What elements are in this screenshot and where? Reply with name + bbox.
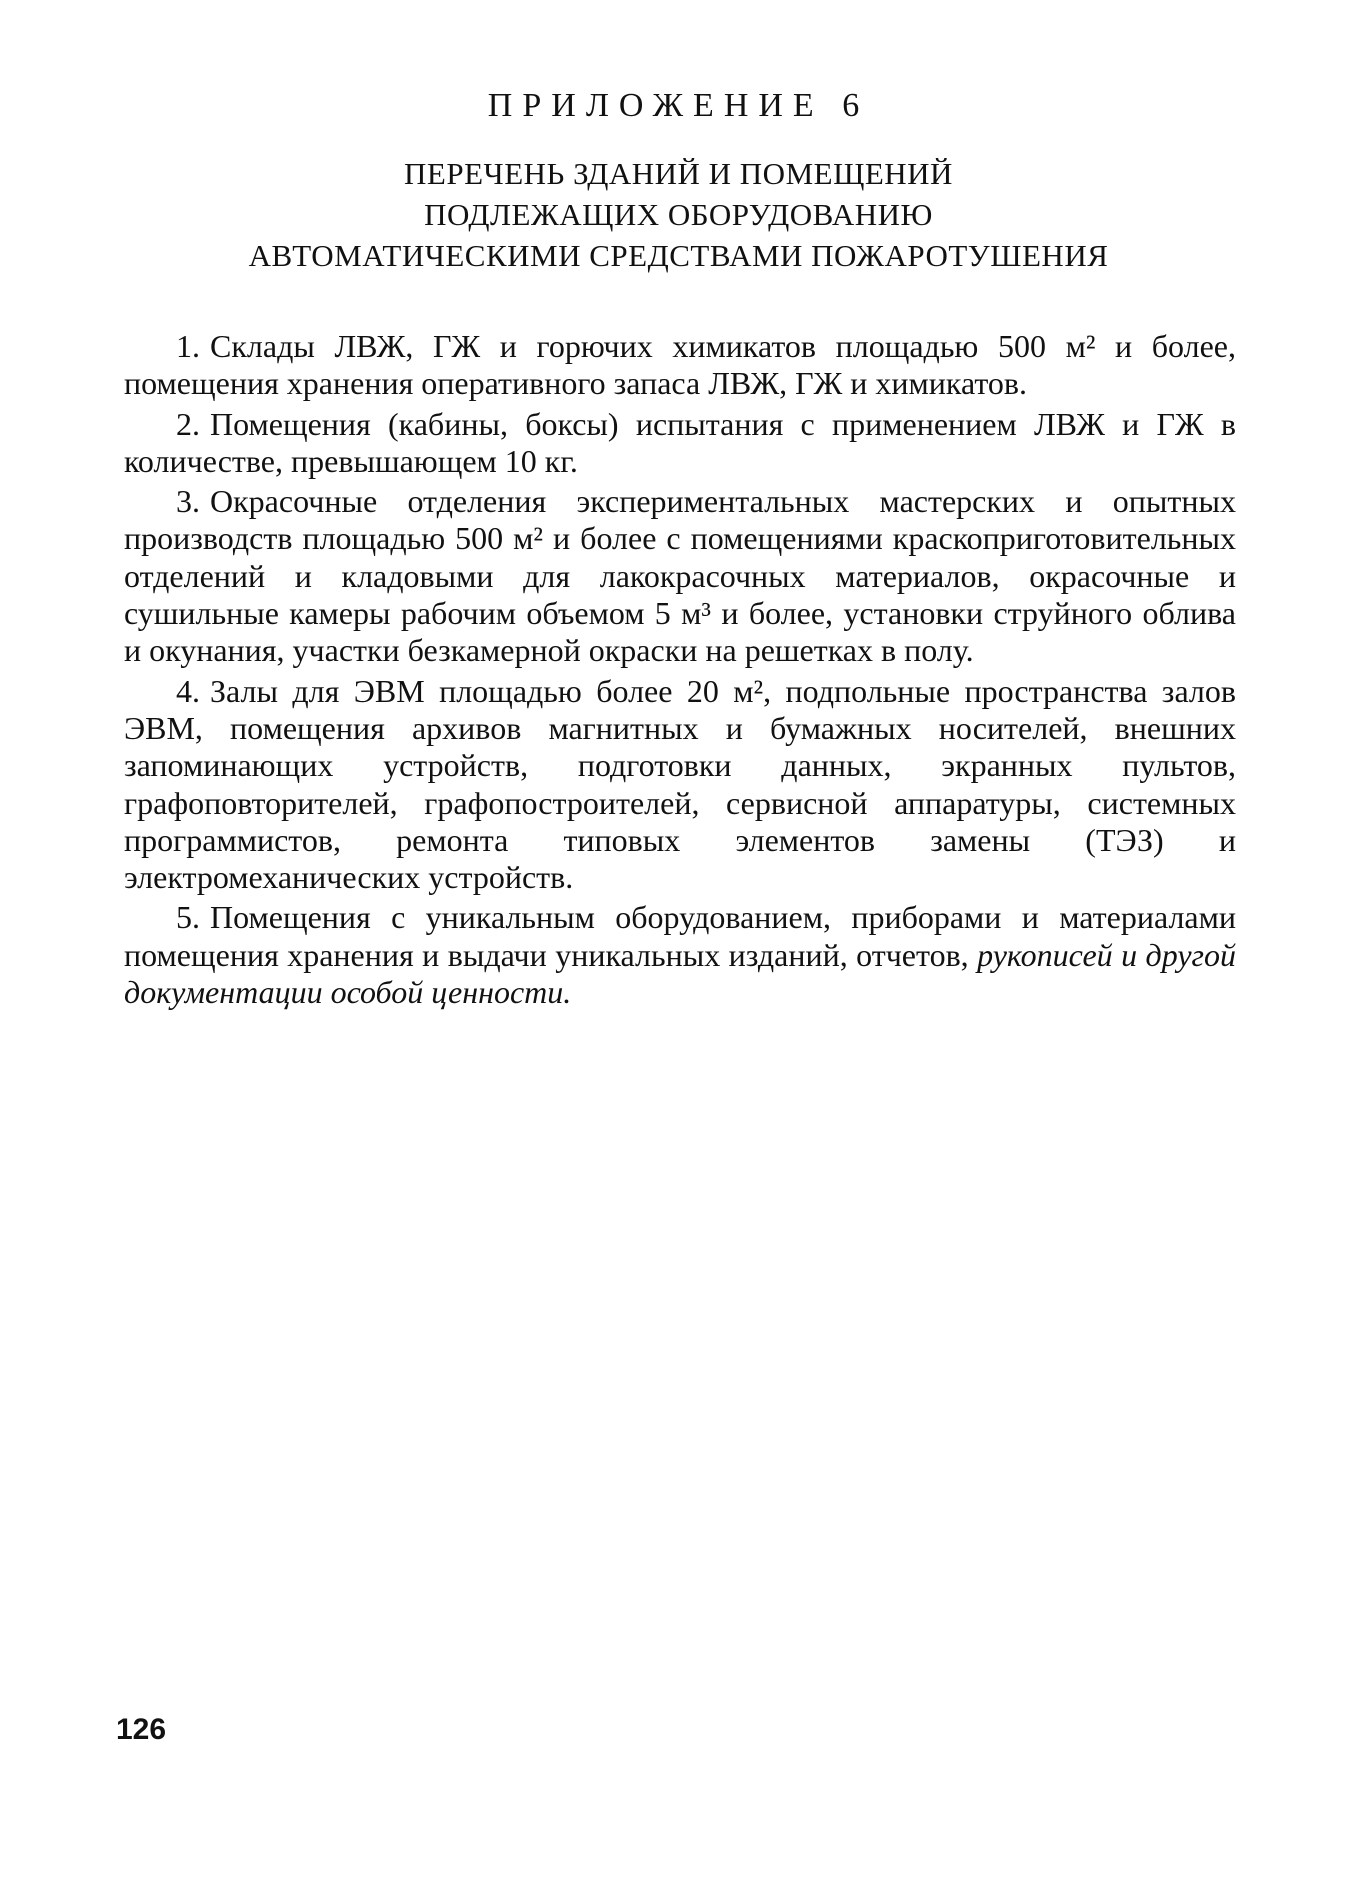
title-line: АВТОМАТИЧЕСКИМИ СРЕДСТВАМИ ПОЖАРОТУШЕНИЯ [248,238,1109,273]
item-text-italic: рукописей и другой документации особой ценности. [124,936,1237,1011]
list-item [124,673,1236,897]
appendix-label: ПРИЛОЖЕНИЕ 6 [487,87,870,124]
item-number: 1. [176,328,200,364]
item-text: Помещения с уникальным оборудованием, приборами и материалами помещения хранения и выдачи уникальных изданий, отчетов, [124,899,1236,973]
item-number: 4. [176,672,200,709]
list-item [124,328,1236,403]
item-text: Залы для ЭВМ площадью более 20 м², подпольные пространства залов ЭВМ, помещения архивов магнитных и бумажных носителей, внешних запоминающих устройств, подготовки данных, экранных пультов, графоповторителей, графопостроителей, сервисной аппаратуры, системных программистов, ремонта типовых элементов замены (ТЭЗ) и электромеханических устройств. [124,672,1236,896]
list-item [124,406,1236,481]
page-number: 126 [116,1713,167,1746]
page-title [0,153,1357,276]
item-text: Окрасочные отделения экспериментальных мастерских и опытных производств площадью 500 м² и более с помещениями краскоприготовительных отделений и кладовыми для лакокрасочных материалов, окрасочные и сушильные камеры рабочим объемом 5 м³ и более, установки струйного облива и окунания, участки безкамерной окраски на решетках в полу. [124,483,1236,669]
title-line: ПЕРЕЧЕНЬ ЗДАНИЙ И ПОМЕЩЕНИЙ [404,156,953,191]
item-text: Помещения (кабины, боксы) испытания с применением ЛВЖ и ГЖ в количестве, превышающем 10 кг. [124,405,1236,479]
title-line: ПОДЛЕЖАЩИХ ОБОРУДОВАНИЮ [424,197,933,232]
item-text: Склады ЛВЖ, ГЖ и горючих химикатов площадью 500 м² и более, помещения хранения оперативного запаса ЛВЖ, ГЖ и химикатов. [124,328,1236,402]
list-item [124,483,1236,669]
item-number: 3. [176,483,200,520]
item-list [124,328,1236,1014]
item-number: 5. [176,899,200,936]
item-number: 2. [176,405,200,442]
list-item [124,899,1236,1011]
